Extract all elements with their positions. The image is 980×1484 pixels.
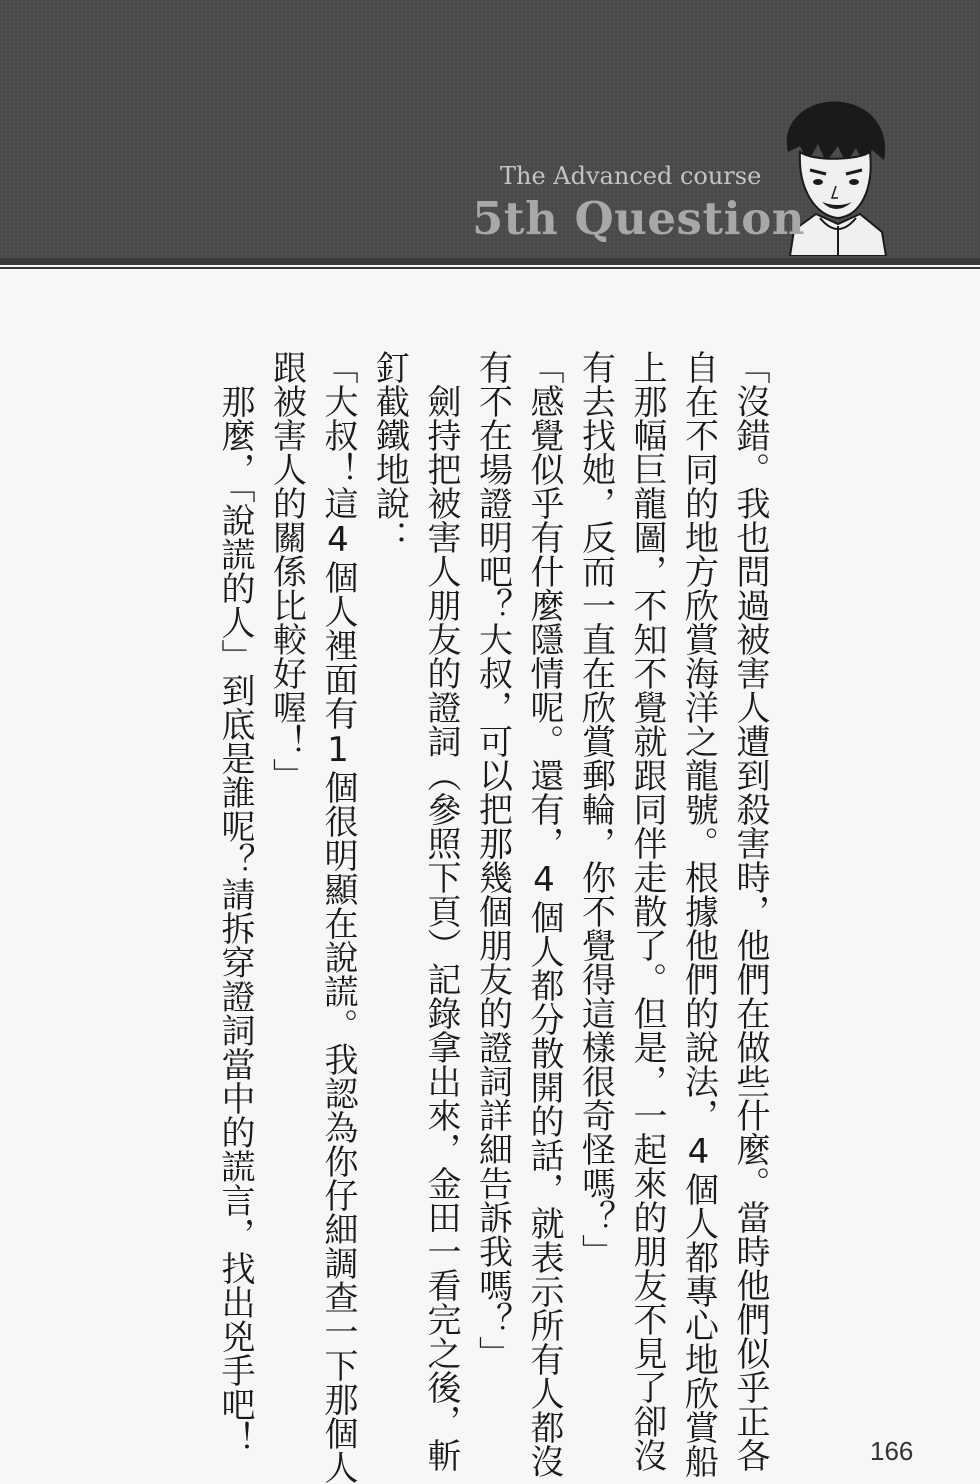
- question-title: 5th Question: [472, 192, 805, 245]
- text-column: 跟被害人的關係比較好喔！」: [266, 350, 307, 792]
- page-number: 166: [870, 1436, 914, 1466]
- text-column: 自在不同的地方欣賞海洋之龍號。根據他們的說法，4個人都專心地欣賞船: [678, 350, 719, 1478]
- text-column: 釘截鐵地說：: [369, 350, 410, 554]
- chapter-header-band: [0, 0, 980, 258]
- header-rule-thick: [0, 258, 980, 265]
- text-column: 劍持把被害人朋友的證詞（參照下頁）記錄拿出來，金田一看完之後，斬: [421, 384, 461, 1472]
- text-column: 有去找她，反而一直在欣賞郵輪，你不覺得這樣很奇怪嗎？」: [575, 350, 616, 1268]
- text-column: 那麼，「說謊的人」到底是誰呢？請拆穿證詞當中的謊言，找出兇手吧！: [215, 384, 255, 1455]
- text-column: 上那幅巨龍圖，不知不覺就跟同伴走散了。但是，一起來的朋友不見了卻沒: [627, 350, 667, 1472]
- header-rule-thin: [0, 267, 980, 269]
- text-column: 「感覺似乎有什麼隱情呢。還有，4個人都分散開的話，就表示所有人都沒: [524, 350, 564, 1478]
- vertical-text-body: [210, 350, 770, 1484]
- text-column: 「沒錯。我也問過被害人遭到殺害時，他們在做些什麼。當時他們似乎正各: [730, 350, 770, 1472]
- course-title: The Advanced course: [500, 162, 762, 190]
- text-column: 有不在場證明吧？大叔，可以把那幾個朋友的證詞詳細告訴我嗎？」: [472, 350, 513, 1370]
- text-column: 「大叔！這4個人裡面有1個很明顯在說謊。我認為你仔細調查一下那個人: [318, 350, 358, 1484]
